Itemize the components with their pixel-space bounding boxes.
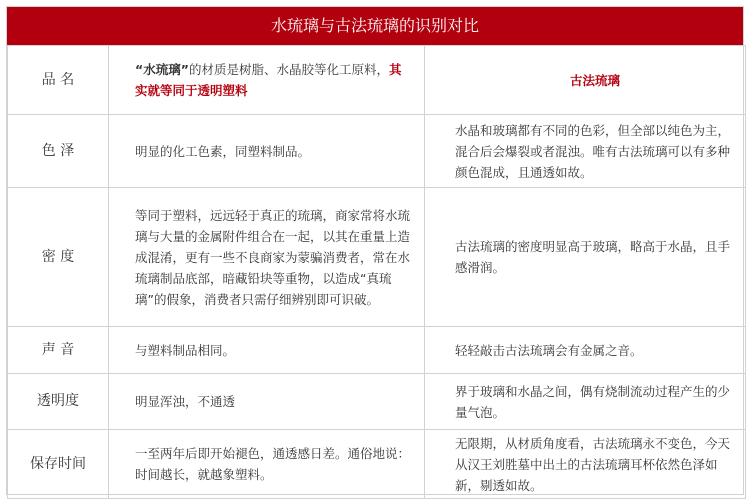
table-row: [8, 115, 746, 188]
shui-liuli-material-text: 的材质是树脂、水晶胶等化工原料，: [188, 62, 389, 77]
gufa-liuli-term: 古法琉璃: [569, 72, 620, 88]
comparison-panel: [6, 6, 744, 495]
table-row-header: [8, 46, 746, 115]
gufa-liuli-sound-cell: 轻轻敲击古法琉璃会有金属之音。: [425, 327, 746, 374]
gufa-liuli-color-cell: 水晶和玻璃都有不同的色彩，但全部以纯色为主，混合后会爆裂或者混浊。唯有古法琉璃可以有多种颜色混成，且通透如故。: [425, 115, 746, 188]
row-label-name: 品 名: [8, 46, 109, 115]
gufa-liuli-density-cell: 古法琉璃的密度明显高于玻璃，略高于水晶，且手感滑润。: [425, 188, 746, 327]
shui-liuli-sound-cell: 与塑料制品相同。: [109, 327, 425, 374]
table-row: [8, 430, 746, 499]
row-label-density: 密 度: [8, 188, 109, 327]
shui-liuli-storage-cell: 一至两年后即开始褪色，通透感日差。通俗地说：时间越长，就越象塑料。: [109, 430, 425, 499]
shui-liuli-transparency-cell: 明显浑浊，不通透: [109, 374, 425, 430]
gufa-liuli-header-cell: [425, 46, 746, 115]
page-title: 水琉璃与古法琉璃的识别对比: [7, 7, 743, 45]
table-row: [8, 327, 746, 374]
shui-liuli-header-cell: [109, 46, 425, 115]
comparison-table: [7, 45, 746, 499]
gufa-liuli-transparency-cell: 界于玻璃和水晶之间，偶有烧制流动过程产生的少量气泡。: [425, 374, 746, 430]
shui-liuli-plastic-highlight: 其实就等同于透明塑料: [135, 62, 402, 98]
shui-liuli-color-cell: 明显的化工色素，同塑料制品。: [109, 115, 425, 188]
row-label-sound: 声 音: [8, 327, 109, 374]
row-label-storage-time: 保存时间: [8, 430, 109, 499]
shui-liuli-term: “水琉璃”: [135, 62, 189, 77]
table-row: [8, 188, 746, 327]
table-row: [8, 374, 746, 430]
row-label-color: 色 泽: [8, 115, 109, 188]
gufa-liuli-storage-cell: 无限期，从材质角度看，古法琉璃永不变色，今天从汉王刘胜墓中出土的古法琉璃耳杯依然色泽如新，剔透如故。: [425, 430, 746, 499]
shui-liuli-density-cell: 等同于塑料，远远轻于真正的琉璃，商家常将水琉璃与大量的金属附件组合在一起，以其在重量上造成混淆，更有一些不良商家为蒙骗消费者，常在水琉璃制品底部，暗藏铅块等重物，以造成“真琉璃”的假象，消费者只需仔细辨别即可识破。: [109, 188, 425, 327]
row-label-transparency: 透明度: [8, 374, 109, 430]
